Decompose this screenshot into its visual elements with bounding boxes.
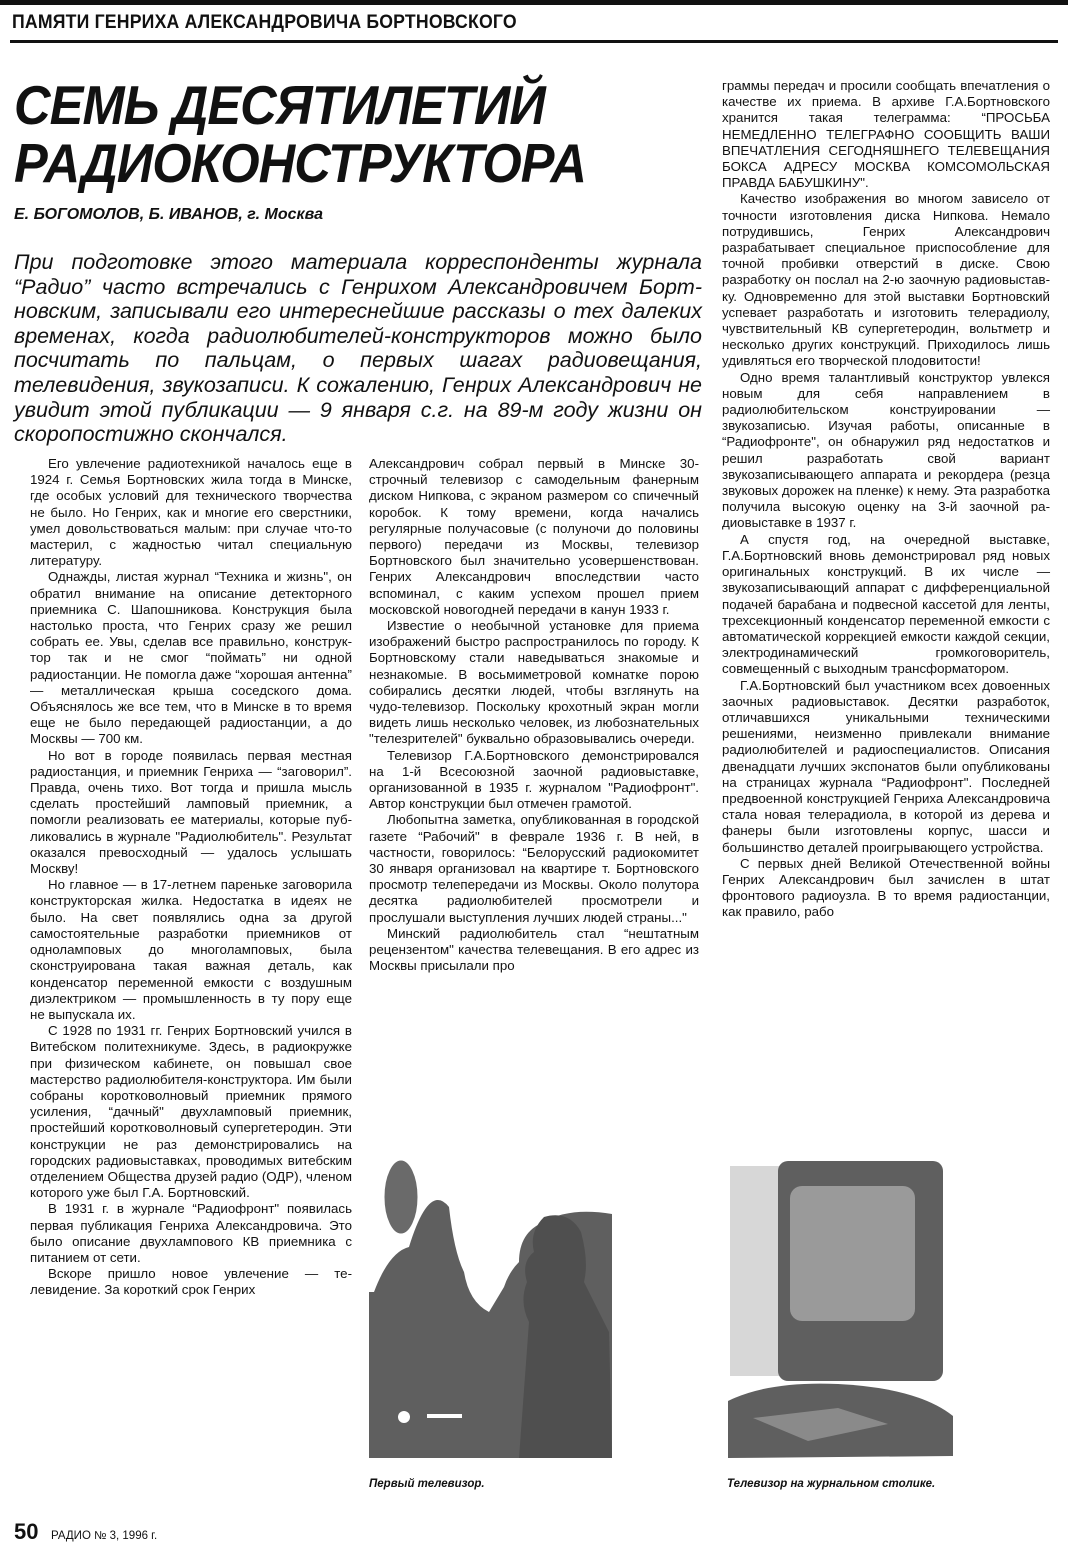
column-left [30,456,352,1299]
paragraph: Телевизор Г.А.Бортновского демонстрировался на 1-й Всесоюзной заочной радиовыставке, организованной в 1935 г. журналом "Радиофронт". Автор конструкции был отмечен грамотой. [369,747,699,812]
paragraph: В 1931 г. в журнале “Радиофронт" появилась первая публикация Генриха Александровича. Это было описание двухлампового КВ приемника с питанием от сети. [30,1201,352,1265]
headline [14,76,658,192]
paragraph: Любопытна заметка, опубликованная в городской газете “Рабочий" в феврале 1936 г. В ней, в частности, говорилось: “Белорусский радиокомитет 30 января организовал на квартире т. Бортновского просмотр телепередачи из Москвы. Около полутора десятка радиолюбителей просмотрели и прослушали выступления лучших людей страны..." [369,812,699,925]
page-number: 50 [14,1519,39,1544]
paragraph: С 1928 по 1931 гг. Генрих Бортновский учился в Витебском политехникуме. Здесь, в радиокружке при физическом кабинете, он повышал свое мастерство радиолюбителя-конструктора. Им были собраны коротковолновый приемник прямого усиления, “дачный" двухламповый приемник, простейший коротковолновый супергетеродин. Эти конструкции не раз демонстрировались на городских радиовыставках, проводимых витебским отделением Общества друзей радио (ОДР), членом которого уже был Г.А. Бортновский. [30,1023,352,1201]
paragraph: Однажды, листая журнал “Техника и жизнь", он обратил внимание на описание детекторного приемника С. Шапошникова. Конструкция была настолько проста, что Генрих сразу же решил собрать ее. Увы, сделав все правильно, конструктор так и не смог “поймать” ни одной радиостанции. Не помогла даже “хорошая антенна” — металлическая крыша соседского дома. Объяснялось же все тем, что в Минске в то время еще не было передающей радиостанции, а до Москвы — 700 км. [30,569,352,747]
paragraph: граммы передач и просили сообщать впечатления о качестве их приема. В архиве Г.А.Бортновского хранится такая телеграмма: “ПРОСЬБА НЕМЕДЛЕННО ТЕЛЕГРАФНО СООБЩИТЬ ВАШИ ВПЕЧАТЛЕНИЯ СЕГОДНЯШНЕГО ТЕЛЕВЕЩАНИЯ БОКСА АДРЕСУ МОСКВА КОМСОМОЛЬСКАЯ ПРАВДА БАБУШКИНУ". [722,78,1050,191]
paragraph: Александрович собрал первый в Минске 30-строчный телевизор с самодельным фанерным диском Нипкова, с экраном размером со спичечный коробок. К тому времени, когда начались регулярные получасовые (с полуночи до половины первого) передачи из Москвы, телевизор Бортновского был значительно усовершенствован. Генрих Александрович впоследствии часто вспоминал, с каким успехом прошел прием московской новогодней передачи в канун 1933 г. [369,456,699,617]
lead-paragraph: При подготовке этого материала корреспонденты журнала “Радио” часто встречались с Генрихом Александровичем Бортновским, записывали его интереснейшие рассказы о тех далеких временах, когда радиолюбителей-конструкторов можно было посчитать по пальцам, о первых шагах радиовещания, телевидения, звукозаписи. К сожалению, Генрих Александрович не увидит этой публикации — 9 января с.г. на 89-м году жизни он скоропостижно скончался. [14,250,702,447]
paragraph: Минский радиолюбитель стал “нештатным рецензентом" качества телевещания. В его адрес из Москвы присылали про [369,925,699,974]
paragraph: С первых дней Великой Отечественной войны Генрих Александрович был зачислен в штат фронтового радиоузла. В то время радиостанции, как правило, рабо [722,855,1050,920]
headline-line-1: СЕМЬ ДЕСЯТИЛЕТИЙ [14,74,545,136]
section-title: ПАМЯТИ ГЕНРИХА АЛЕКСАНДРОВИЧА БОРТНОВСКОГО [12,12,517,33]
section-rule [10,40,1058,43]
photo-first-television [369,1152,612,1458]
tv-on-table-illustration [728,1156,953,1458]
first-television-illustration [369,1152,612,1458]
paragraph: Известие о необычной установке для приема изображений быстро распространилось по городу. К Бортновскому стали наведываться знакомые и незнакомые. В восьмиметровой комнатке порою собирались десятки людей, чтобы взглянуть на чудо-телевизор. Поскольку крохотный экран могли видеть лишь несколько человек, из любознательных "телезрителей" буквально образовывались очереди. [369,618,699,747]
paragraph: Г.А.Бортновский был участником всех довоенных заочных радиовыставок. Десятки разработок, отличавшихся уникальными техническими решениями, неизменно привлекали внимание радиолюбителей и радиоспециалистов. Описания двенадцати лучших экспонатов были опубликованы на страницах журнала “Радиофронт". Последней предвоенной конструкцией Генриха Александровича стала новая телерадиола, в которой из дерева и фанеры были изготовлены корпус, шасси и большинство деталей проигрывающего устройства. [722,677,1050,855]
page-footer [14,1519,157,1545]
photo-tv-on-coffee-table [728,1156,953,1458]
paragraph: Но главное — в 17-летнем пареньке заговорила конструкторская жилка. Недостатка в идеях не было. На свет появлялись одна за другой самостоятельные разработки приемников от одноламповых до многоламповых, была сконструирована такая важная деталь, как конденсатор переменной емкости с воздушным диэлектриком — промышленность в ту пору еще не выпускала их. [30,877,352,1022]
paragraph: Качество изображения во многом зависело от точности изготовления диска Нипкова. Немало потрудившись, Генрих Александрович разрабатывает специальное приспособление для точной пробивки отверстий в диске. Свою разработку он послал на 2-ю заочную радиовыставку. Одновременно для этой выставки Бортновский успевает разработать и изготовить телерадиолу, чувствительный КВ супергетеродин, вольтметр и несколько других конструкций. Приходилось лишь удивляться его творческой плодовитости! [722,191,1050,369]
paragraph: Его увлечение радиотехникой началось еще в 1924 г. Семья Бортновских жила тогда в Минске, где особых условий для технического творчества не было. Но Генрих, как и многие его сверстники, умел довольствоваться малым: при случае что-то мастерил, с жадностью читал специальную литературу. [30,456,352,569]
paragraph: Но вот в городе появилась первая местная радиостанция, и приемник Генриха — “заговорил”. Правда, очень тихо. Вот тогда и пришла мысль сделать простейший ламповый приемник, а помогли реализовать ее материалы, которые публиковались в журнале "Радиолюбитель". Результат оказался превосходный — удалось услышать Москву! [30,747,352,877]
column-middle [369,456,699,975]
caption-first-television: Первый телевизор. [369,1478,485,1490]
paragraph: Вскоре пришло новое увлечение — телевидение. За короткий срок Генрих [30,1266,352,1298]
byline: Е. БОГОМОЛОВ, Б. ИВАНОВ, г. Москва [14,206,323,223]
paragraph: Одно время талантливый конструктор увлекся новым для себя направлением в радиолюбительском конструировании — звукозаписью. Изучая работы, описанные в “Радиофронте", он обнаружил ряд недостатков и решил разработать свой вариант звукозаписывающего аппарата и рекордера (резца звуковых дорожек на пленке) к нему. Эта разработка получила высокую оценку на 3-й заочной радиовыставке в 1937 г. [722,369,1050,531]
headline-line-2: РАДИОКОНСТРУКТОРА [14,132,587,194]
caption-tv-on-coffee-table: Телевизор на журнальном столике. [727,1478,936,1490]
paragraph: А спустя год, на очередной выставке, Г.А.Бортновский вновь демонстрировал ряд новых оригинальных конструкций. В их числе — звукозаписывающий аппарат с дифференциальной подачей барабана и подвесной кассетой для ленты, трехсекционный конденсатор переменной емкости с автоматической коррекцией емкости каждой секции, электродинамический громкоговоритель, совмещенный с выходным трансформатором. [722,531,1050,677]
top-rule [0,0,1068,5]
issue-info: РАДИО № 3, 1996 г. [50,1530,158,1542]
column-right [722,78,1050,921]
